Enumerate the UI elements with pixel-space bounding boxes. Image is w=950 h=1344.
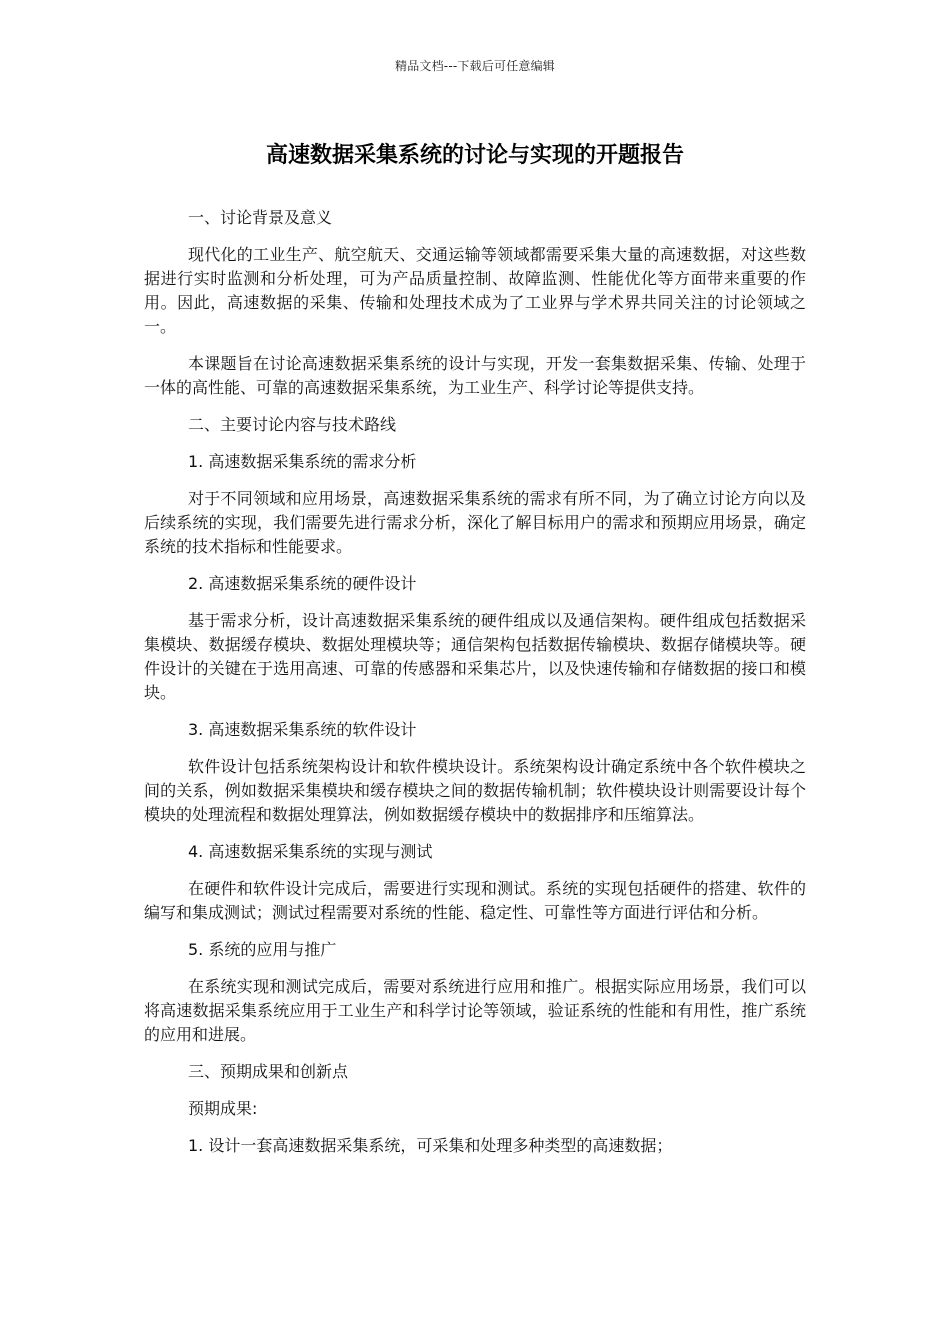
paragraph: 对于不同领域和应用场景，高速数据采集系统的需求有所不同，为了确立讨论方向以及后续系统的实现，我们需要先进行需求分析，深化了解目标用户的需求和预期应用场景，确定系统的技术指标和性能要求。 — [144, 489, 806, 556]
document-title: 高速数据采集系统的讨论与实现的开题报告 — [265, 143, 684, 168]
paragraph: 在硬件和软件设计完成后，需要进行实现和测试。系统的实现包括硬件的搭建、软件的编写和集成测试；测试过程需要对系统的性能、稳定性、可靠性等方面进行评估和分析。 — [144, 879, 806, 922]
subsection-heading: 5. 系统的应用与推广 — [188, 940, 337, 959]
header-note: 精品文档---下载后可任意编辑 — [395, 59, 555, 73]
document-body — [144, 206, 806, 1171]
paragraph: 现代化的工业生产、航空航天、交通运输等领域都需要采集大量的高速数据，对这些数据进行实时监测和分析处理，可为产品质量控制、故障监测、性能优化等方面带来重要的作用。因此，高速数据的采集、传输和处理技术成为了工业界与学术界共同关注的讨论领域之一。 — [144, 245, 806, 336]
subsection-heading: 3. 高速数据采集系统的软件设计 — [188, 720, 417, 739]
list-item: 1. 设计一套高速数据采集系统，可采集和处理多种类型的高速数据； — [188, 1136, 673, 1155]
paragraph: 在系统实现和测试完成后，需要对系统进行应用和推广。根据实际应用场景，我们可以将高速数据采集系统应用于工业生产和科学讨论等领域，验证系统的性能和有用性，推广系统的应用和进展。 — [144, 977, 806, 1044]
subsection-heading: 2. 高速数据采集系统的硬件设计 — [188, 574, 417, 593]
paragraph: 本课题旨在讨论高速数据采集系统的设计与实现，开发一套集数据采集、传输、处理于一体的高性能、可靠的高速数据采集系统，为工业生产、科学讨论等提供支持。 — [144, 354, 806, 397]
list-label: 预期成果: — [188, 1099, 258, 1118]
section-heading: 二、主要讨论内容与技术路线 — [188, 415, 397, 434]
paragraph: 软件设计包括系统架构设计和软件模块设计。系统架构设计确定系统中各个软件模块之间的关系，例如数据采集模块和缓存模块之间的数据传输机制；软件模块设计则需要设计每个模块的处理流程和数据处理算法，例如数据缓存模块中的数据排序和压缩算法。 — [144, 757, 806, 824]
section-heading: 三、预期成果和创新点 — [188, 1062, 349, 1081]
subsection-heading: 4. 高速数据采集系统的实现与测试 — [188, 842, 433, 861]
paragraph: 基于需求分析，设计高速数据采集系统的硬件组成以及通信架构。硬件组成包括数据采集模块、数据缓存模块、数据处理模块等；通信架构包括数据传输模块、数据存储模块等。硬件设计的关键在于选用高速、可靠的传感器和采集芯片，以及快速传输和存储数据的接口和模块。 — [144, 611, 806, 702]
subsection-heading: 1. 高速数据采集系统的需求分析 — [188, 452, 417, 471]
section-heading: 一、讨论背景及意义 — [188, 208, 333, 227]
